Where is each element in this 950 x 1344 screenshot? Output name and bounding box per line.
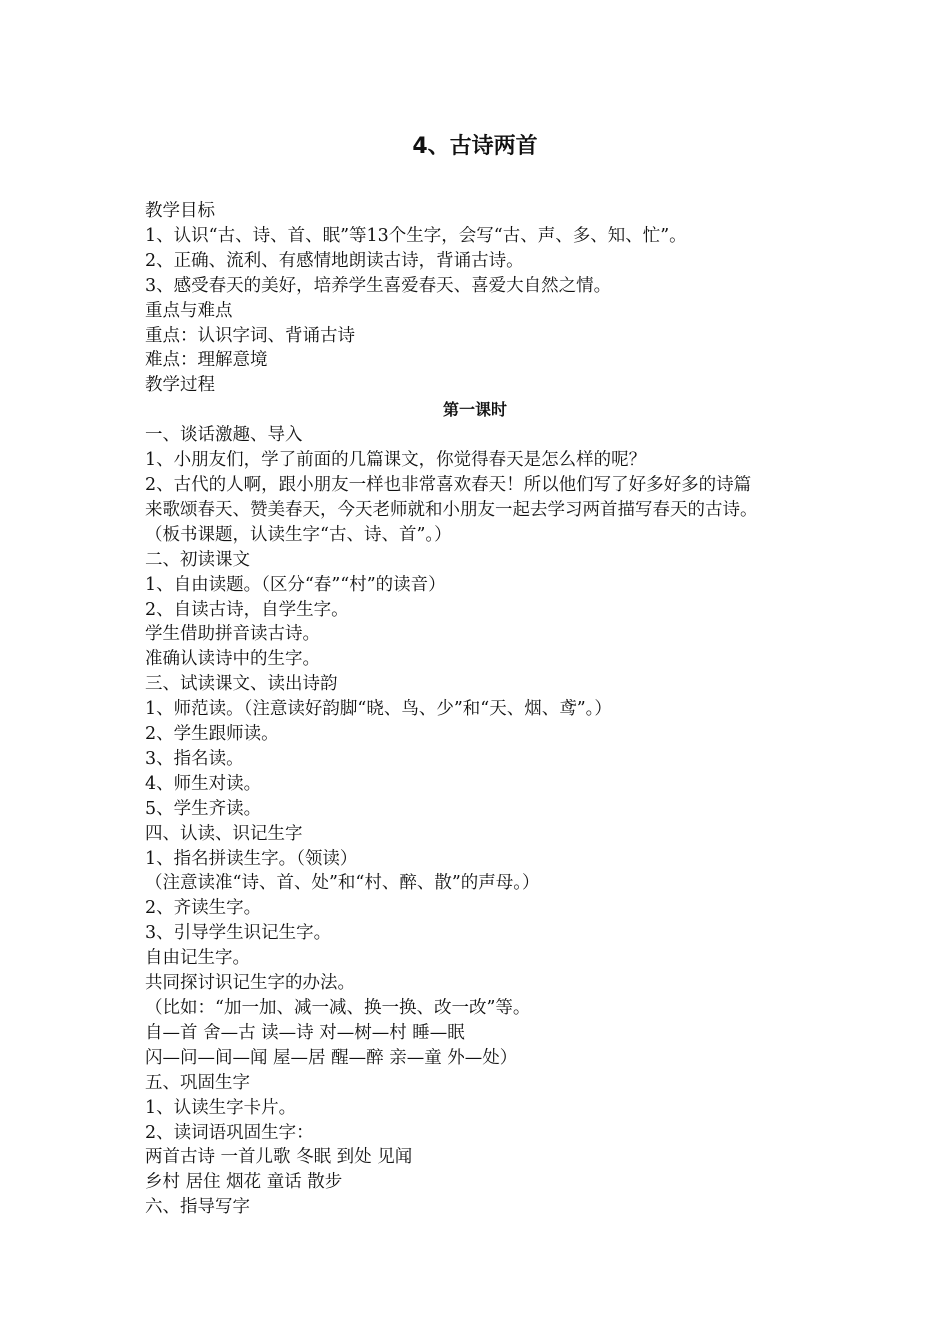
process-section [145, 423, 825, 1220]
text-line: 四、认读、识记生字 [145, 823, 303, 844]
text-line: 4、师生对读。 [145, 773, 262, 794]
text-line: 2、自读古诗，自学生字。 [145, 599, 349, 620]
text-line: 3、指名读。 [145, 748, 244, 769]
document-body [145, 199, 825, 1220]
document-title: 4、古诗两首 [412, 134, 538, 159]
text-line: （比如：“加一加、减一减、换一换、改一改”等。 [145, 998, 531, 1018]
text-line: 1、指名拼读生字。（领读） [145, 848, 358, 869]
text-line: 一、谈话激趣、导入 [145, 425, 303, 446]
text-line: 来歌颂春天、赞美春天，今天老师就和小朋友一起去学习两首描写春天的古诗。 [145, 499, 758, 520]
text-line: 准确认读诗中的生字。 [145, 649, 320, 670]
text-line: 3、引导学生识记生字。 [145, 923, 332, 944]
text-line: 乡村 居住 烟花 童话 散步 [145, 1172, 343, 1193]
text-line: 1、小朋友们，学了前面的几篇课文，你觉得春天是怎么样的呢？ [145, 450, 647, 471]
text-line: 学生借助拼音读古诗。 [145, 624, 320, 645]
text-line: 六、指导写字 [145, 1197, 250, 1218]
text-line: 自—首 舍—古 读—诗 对—树—村 睡—眠 [145, 1022, 465, 1043]
text-line: 2、正确、流利、有感情地朗读古诗，背诵古诗。 [145, 250, 524, 271]
lesson-heading: 第一课时 [442, 400, 507, 420]
text-line: 1、自由读题。（区分“春”“村”的读音） [145, 574, 446, 595]
text-line: 共同探讨识记生字的办法。 [145, 973, 355, 994]
text-line: 二、初读课文 [145, 549, 250, 570]
text-line: 2、读词语巩固生字： [145, 1122, 314, 1143]
text-line: （板书课题，认读生字“古、诗、首”。） [145, 524, 452, 545]
text-line: 教学目标 [145, 201, 215, 221]
text-line: 5、学生齐读。 [145, 798, 262, 819]
text-line: 两首古诗 一首儿歌 冬眠 到处 见闻 [145, 1147, 413, 1168]
text-line: 五、巩固生字 [145, 1072, 250, 1093]
text-line: 2、古代的人啊，跟小朋友一样也非常喜欢春天！所以他们写了好多好多的诗篇 [145, 474, 752, 495]
text-line: 2、齐读生字。 [145, 898, 262, 919]
text-line: （注意读准“诗、首、处”和“村、醉、散”的声母。） [145, 873, 540, 894]
text-line: 1、认读生字卡片。 [145, 1097, 297, 1118]
text-line: 闪—问—间—闻 屋—居 醒—醉 亲—童 外—处） [145, 1047, 518, 1068]
text-line: 难点：理解意境 [145, 350, 268, 371]
text-line: 重点：认识字词、背诵古诗 [145, 325, 355, 346]
text-line: 1、认识“古、诗、首、眠”等13个生字，会写“古、声、多、知、忙”。 [145, 225, 687, 246]
text-line: 教学过程 [145, 375, 215, 396]
text-line: 重点与难点 [145, 300, 233, 321]
text-line: 1、师范读。（注意读好韵脚“晓、鸟、少”和“天、烟、鸢”。） [145, 699, 612, 720]
text-line: 自由记生字。 [145, 948, 250, 969]
objectives-section [145, 199, 825, 398]
text-line: 三、试读课文、读出诗韵 [145, 674, 338, 695]
text-line: 2、学生跟师读。 [145, 724, 279, 745]
text-line: 3、感受春天的美好，培养学生喜爱春天、喜爱大自然之情。 [145, 275, 612, 296]
